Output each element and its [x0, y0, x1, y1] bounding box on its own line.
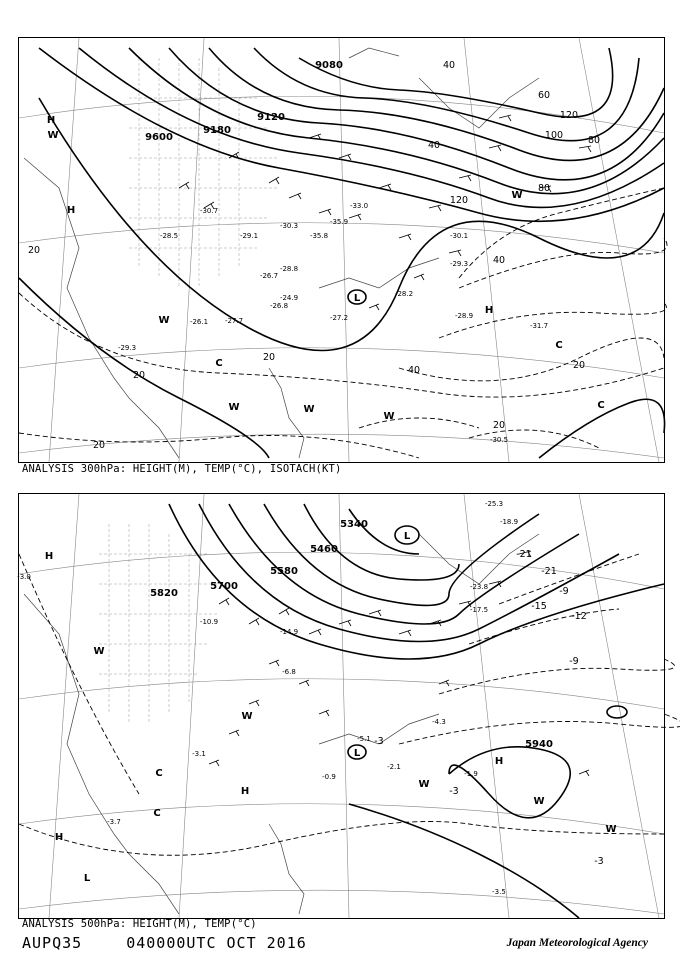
pressure-center-5: L [353, 748, 361, 759]
lat-lon-grid [19, 494, 664, 918]
latitude-line [19, 223, 664, 253]
coastline [24, 158, 179, 458]
height-label-1: 5700 [210, 581, 238, 592]
contour-label-2: -3 [594, 856, 604, 867]
height-contour [39, 48, 664, 221]
pressure-center-2: H [494, 756, 504, 767]
isotach-label-13: 100 [544, 130, 564, 141]
isotach-label-10: 60 [537, 90, 551, 101]
pressure-center-6: W [303, 404, 315, 415]
temp-label-8: -26.8 [269, 302, 289, 310]
temp-contour [439, 659, 675, 694]
latitude-line [19, 890, 664, 914]
temp-label-12: -29.3 [449, 260, 469, 268]
center-markers [348, 526, 627, 759]
height-contour [19, 278, 269, 458]
height-label-1: 9120 [257, 112, 285, 123]
temp-label-19: -28.2 [394, 290, 414, 298]
contour-label-0: -3 [374, 736, 384, 747]
height-label-3: 5460 [310, 544, 338, 555]
temp-label-1: -3.0 [17, 573, 31, 581]
contour-label-5: -15 [531, 601, 547, 612]
height-label-2: 5580 [270, 566, 298, 577]
temp-label-3: -1.9 [464, 770, 478, 778]
chart-footer-id [22, 934, 341, 952]
pressure-center-0: H [46, 115, 56, 126]
pressure-center-0: H [44, 551, 54, 562]
temp-label-20: -26.7 [259, 272, 279, 280]
caption-500hpa: ANALYSIS 500hPa: HEIGHT(M), TEMP(°C) [22, 918, 257, 930]
temp-label-2: -30.7 [199, 207, 219, 215]
coastline [269, 824, 304, 914]
pressure-center-1: H [66, 205, 76, 216]
height-contour [129, 48, 664, 194]
temp-label-7: -0.9 [322, 773, 336, 781]
isotach [459, 238, 667, 288]
agency-credit: Japan Meteorological Agency [506, 937, 648, 949]
pressure-center-8: W [241, 711, 253, 722]
contour-label-4: -9 [559, 586, 569, 597]
temp-label-13: -25.3 [484, 500, 504, 508]
warm-center-marker [607, 706, 627, 718]
longitude-line [179, 38, 204, 462]
hatched-region [129, 58, 279, 288]
temp-label-5: -28.8 [279, 265, 299, 273]
temp-label-13: -28.9 [454, 312, 474, 320]
contour-label-7: -21 [516, 549, 532, 560]
isotach-label-0: 20 [27, 245, 41, 256]
pressure-center-13: C [153, 808, 161, 819]
contour-label-6: -21 [541, 566, 557, 577]
pressure-center-3: W [47, 130, 59, 141]
map-500hpa [19, 494, 664, 918]
isotach-label-9: 40 [427, 140, 441, 151]
labels-500hpa [17, 500, 616, 896]
temp-label-7: -27.7 [224, 317, 244, 325]
height-label-5: 5940 [525, 739, 553, 750]
chart-500hpa [18, 493, 665, 919]
pressure-center-12: L [353, 293, 361, 304]
caption-300hpa: ANALYSIS 300hPa: HEIGHT(M), TEMP(°C), ISOTACH(KT) [22, 463, 342, 475]
latitude-line [19, 552, 664, 589]
longitude-line [464, 494, 509, 918]
isotach-label-6: 40 [407, 365, 421, 376]
isotach-label-15: 120 [449, 195, 469, 206]
isotach-label-12: 80 [587, 135, 601, 146]
temp-label-14: -18.9 [499, 518, 519, 526]
valid-time: 040000UTC OCT 2016 [126, 934, 307, 952]
temp-label-12: -23.8 [469, 583, 489, 591]
temp-label-6: -2.1 [387, 763, 401, 771]
temp-label-15: -30.5 [489, 436, 509, 444]
pressure-center-6: L [83, 873, 91, 884]
wind-barbs [179, 115, 591, 310]
temp-label-0: -3.5 [492, 888, 506, 896]
pressure-center-9: W [418, 779, 430, 790]
latitude-line [19, 348, 664, 378]
labels-300hpa [28, 60, 605, 451]
pressure-center-7: W [383, 411, 395, 422]
temp-label-3: -29.1 [239, 232, 259, 240]
coastline [319, 258, 439, 288]
pressure-center-8: W [511, 190, 523, 201]
isotachs [19, 188, 667, 458]
height-contour [79, 48, 664, 207]
pressure-center-2: H [484, 305, 494, 316]
height-label-0: 9600 [145, 132, 173, 143]
contour-label-8: -12 [571, 611, 587, 622]
pressure-center-5: W [228, 402, 240, 413]
isotach-label-8: 40 [442, 60, 456, 71]
temp-label-5: -6.8 [282, 668, 296, 676]
isotach [359, 418, 479, 428]
isotach-label-14: 120 [559, 110, 579, 121]
pressure-center-12: C [155, 768, 163, 779]
temp-label-18: -33.0 [349, 202, 369, 210]
pressure-center-9: C [555, 340, 563, 351]
chart-300hpa [18, 37, 665, 463]
height-label-0: 5820 [150, 588, 178, 599]
height-contour [449, 747, 570, 818]
isotach-label-11: 80 [537, 183, 551, 194]
longitude-line [339, 38, 349, 462]
temp-label-1: -35.8 [309, 232, 329, 240]
temp-contour [19, 822, 664, 856]
latitude-line [19, 679, 664, 709]
longitude-line [49, 494, 79, 918]
coastline [349, 48, 399, 58]
temp-label-10: -24.9 [279, 294, 299, 302]
coastline [419, 78, 539, 128]
isotach [469, 430, 599, 448]
pressure-center-1: H [240, 786, 250, 797]
isotach-label-7: 40 [492, 255, 506, 266]
height-label-2: 9180 [203, 125, 231, 136]
temp-label-0: -35.9 [329, 218, 349, 226]
temp-label-15: -17.5 [469, 606, 489, 614]
isotach-label-4: 20 [492, 420, 506, 431]
pressure-center-10: C [597, 400, 605, 411]
isotach-label-1: 20 [262, 352, 276, 363]
coastlines [24, 48, 539, 458]
isotach [19, 433, 419, 458]
longitude-line [46, 38, 79, 462]
contour-label-1: -3 [449, 786, 459, 797]
pressure-center-10: W [533, 796, 545, 807]
temp-label-11: -27.2 [329, 314, 349, 322]
isotach [19, 293, 664, 397]
temp-label-17: -30.1 [449, 232, 469, 240]
height-contour [299, 48, 613, 117]
temp-label-16: -29.3 [117, 344, 137, 352]
coastline [269, 368, 304, 458]
map-300hpa [19, 38, 664, 462]
pressure-center-3: H [54, 832, 64, 843]
chart-id: AUPQ35 [22, 934, 83, 952]
height-contour [39, 98, 664, 351]
temp-contour [499, 554, 639, 604]
temp-label-6: -30.3 [279, 222, 299, 230]
temp-label-4: -4.3 [432, 718, 446, 726]
temp-label-9: -26.1 [189, 318, 209, 326]
height-label-3: 9080 [315, 60, 343, 71]
pressure-center-4: W [158, 315, 170, 326]
isotach-label-2: 20 [132, 370, 146, 381]
temperature-contours [19, 554, 680, 855]
isotach-label-5: 20 [572, 360, 586, 371]
contour-label-3: -9 [569, 656, 579, 667]
coastlines [24, 534, 539, 914]
temp-label-10: -10.9 [199, 618, 219, 626]
temp-label-9: -3.7 [107, 818, 121, 826]
temp-label-14: -31.7 [529, 322, 549, 330]
temp-label-4: -28.5 [159, 232, 179, 240]
isotach-label-3: 20 [92, 440, 106, 451]
height-label-4: 5340 [340, 519, 368, 530]
pressure-center-4: L [403, 531, 411, 542]
pressure-center-11: W [605, 824, 617, 835]
temp-label-11: -14.9 [279, 628, 299, 636]
pressure-center-11: C [215, 358, 223, 369]
height-contour [349, 804, 579, 918]
coastline [24, 594, 179, 914]
pressure-center-7: W [93, 646, 105, 657]
temp-label-8: -3.1 [192, 750, 206, 758]
temp-label-2: -5.1 [357, 735, 371, 743]
